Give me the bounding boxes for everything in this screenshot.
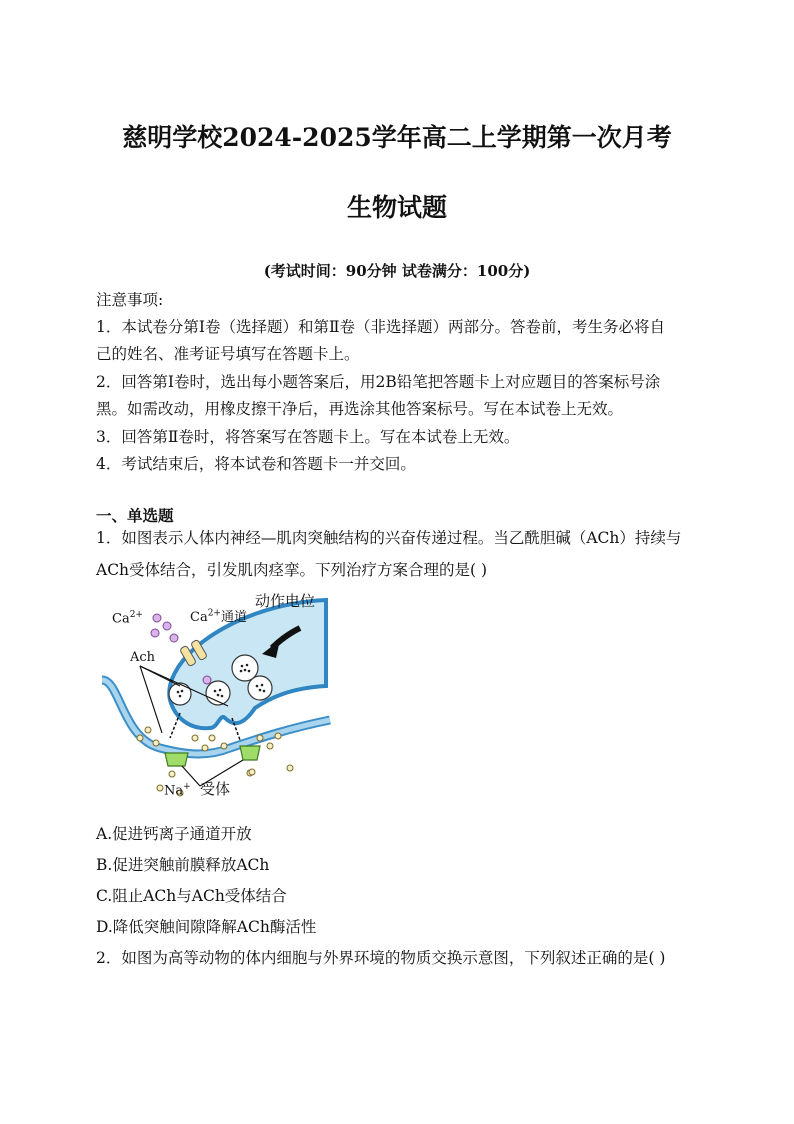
q1-option-d: D.降低突触间隙降解ACh酶活性 — [96, 918, 317, 936]
label-ach: Ach — [130, 650, 156, 665]
note-line-4: 黑。如需改动，用橡皮擦干净后，再选涂其他答案标号。写在本试卷上无效。 — [96, 400, 624, 418]
exam-info: (考试时间：90分钟 试卷满分：100分) — [263, 262, 531, 280]
label-channel-ca: Ca — [190, 610, 208, 625]
label-ca-channel — [190, 606, 247, 625]
q1-option-a: A.促进钙离子通道开放 — [96, 825, 252, 843]
note-line-6: 4．考试结束后，将本试卷和答题卡一并交回。 — [96, 455, 416, 473]
label-receptor: 受体 — [200, 780, 231, 798]
label-channel-text: 通道 — [220, 610, 247, 625]
exam-title: 慈明学校2024-2025学年高二上学期第一次月考 — [122, 123, 672, 152]
label-ca-ion — [112, 610, 143, 626]
q1-stem-line-1: 1．如图表示人体内神经—肌肉突触结构的兴奋传递过程。当乙酰胆碱（ACh）持续与 — [96, 529, 682, 547]
label-ca-sup: 2+ — [129, 610, 143, 620]
notes-heading: 注意事项: — [96, 291, 164, 309]
q2-stem: 2．如图为高等动物的体内细胞与外界环境的物质交换示意图，下列叙述正确的是( ) — [96, 949, 666, 967]
synapse-figure — [100, 588, 340, 808]
label-channel-sup: 2+ — [207, 608, 221, 619]
exam-subtitle: 生物试题 — [346, 193, 447, 222]
section-heading: 一、单选题 — [96, 506, 174, 525]
label-na-sup: + — [183, 782, 191, 792]
q1-stem-line-2: ACh受体结合，引发肌肉痉挛。下列治疗方案合理的是( ) — [96, 561, 488, 579]
note-line-5: 3．回答第Ⅱ卷时，将答案写在答题卡上。写在本试卷上无效。 — [96, 428, 520, 446]
label-na-ion — [164, 782, 191, 798]
label-ca-text: Ca — [112, 611, 130, 627]
q1-option-c: C.阻止ACh与ACh受体结合 — [96, 887, 287, 905]
label-action-potential: 动作电位 — [255, 592, 316, 610]
note-line-2: 己的姓名、准考证号填写在答题卡上。 — [96, 345, 360, 363]
label-na-text: Na — [164, 783, 184, 799]
q1-option-b: B.促进突触前膜释放ACh — [96, 856, 270, 874]
note-line-3: 2．回答第Ⅰ卷时，选出每小题答案后，用2B铅笔把答题卡上对应题目的答案标号涂 — [96, 373, 661, 391]
note-line-1: 1．本试卷分第Ⅰ卷（选择题）和第Ⅱ卷（非选择题）两部分。答卷前，考生务必将自 — [96, 318, 666, 336]
na-ions — [169, 769, 255, 777]
